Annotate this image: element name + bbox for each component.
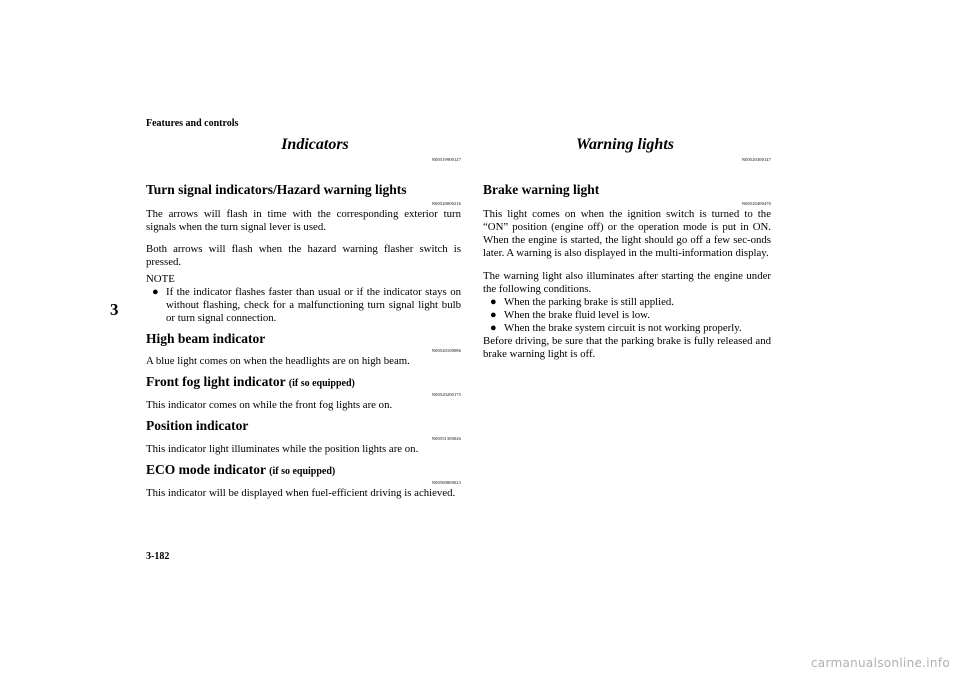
brake-warning-paragraph-3: Before driving, be sure that the parking brake is fully released and brake warning light is off. — [483, 335, 771, 360]
turn-signal-heading: Turn signal indicators/Hazard warning lights — [146, 182, 407, 197]
eco-mode-heading-text: ECO mode indicator — [146, 462, 266, 477]
note-label: NOTE — [146, 273, 175, 285]
watermark: carmanualsonline.info — [810, 656, 950, 670]
turn-signal-paragraph-1: The arrows will flash in time with the corresponding exterior turn signals when the turn signal lever is used. — [146, 208, 461, 233]
bullet-icon: ● — [490, 296, 497, 308]
fog-light-heading-text: Front fog light indicator — [146, 374, 286, 389]
brake-warning-code: N00520400470 — [741, 201, 771, 206]
note-bullet-text: If the indicator flashes faster than usual or if the indicator stays on without flashing, check for a malfunctioning turn signal light bulb or turn signal connection. — [166, 286, 461, 324]
chapter-tab-number: 3 — [110, 300, 119, 319]
position-text: This indicator light illuminates while the position lights are on. — [146, 443, 419, 455]
high-beam-text: A blue light comes on when the headlights are on high beam. — [146, 355, 410, 367]
fog-light-text: This indicator comes on while the front fog lights are on. — [146, 399, 393, 411]
brake-condition-item — [490, 322, 772, 335]
eco-mode-text: This indicator will be displayed when fuel-efficient driving is achieved. — [146, 487, 456, 499]
brake-warning-paragraph-1: This light comes on when the ignition switch is turned to the “ON” position (engine off) or the operation mode is put in ON. When the engine is started, the light should go off a few sec-onds later. A warning is also displayed in the multi-information display. — [483, 208, 771, 259]
eco-mode-heading — [146, 463, 446, 478]
indicators-title-code: N00519900127 — [431, 157, 461, 162]
note-bullet-item — [152, 286, 461, 325]
page-number: 3-182 — [146, 551, 170, 562]
brake-condition-text: When the parking brake is still applied. — [504, 296, 675, 308]
warning-lights-title-code: N00520300147 — [741, 157, 771, 162]
bullet-icon: ● — [152, 286, 159, 298]
indicators-title: Indicators — [281, 136, 349, 153]
eco-mode-heading-suffix: (if so equipped) — [269, 466, 336, 477]
brake-condition-text: When the brake system circuit is not working properly. — [504, 322, 742, 334]
fog-light-heading-suffix: (if so equipped) — [288, 378, 355, 389]
section-header: Features and controls — [146, 118, 239, 129]
eco-mode-code: N00560800023 — [431, 480, 461, 485]
turn-signal-paragraph-2: Both arrows will flash when the hazard warning flasher switch is pressed. — [146, 243, 461, 268]
warning-lights-title: Warning lights — [576, 136, 674, 153]
brake-condition-text: When the brake fluid level is low. — [504, 309, 650, 321]
fog-light-heading — [146, 375, 446, 390]
bullet-icon: ● — [490, 322, 497, 334]
fog-light-code: N00520200175 — [431, 392, 461, 397]
brake-condition-item — [490, 296, 772, 309]
brake-condition-item — [490, 309, 772, 322]
position-code: N00551300026 — [431, 436, 461, 441]
brake-warning-heading: Brake warning light — [483, 182, 600, 197]
high-beam-heading: High beam indicator — [146, 331, 266, 346]
bullet-icon: ● — [490, 309, 497, 321]
position-heading: Position indicator — [146, 418, 249, 433]
turn-signal-code: N00520000216 — [431, 201, 461, 206]
brake-warning-paragraph-2: The warning light also illuminates after starting the engine under the following conditions. — [483, 270, 771, 295]
high-beam-code: N00520100086 — [431, 348, 461, 353]
